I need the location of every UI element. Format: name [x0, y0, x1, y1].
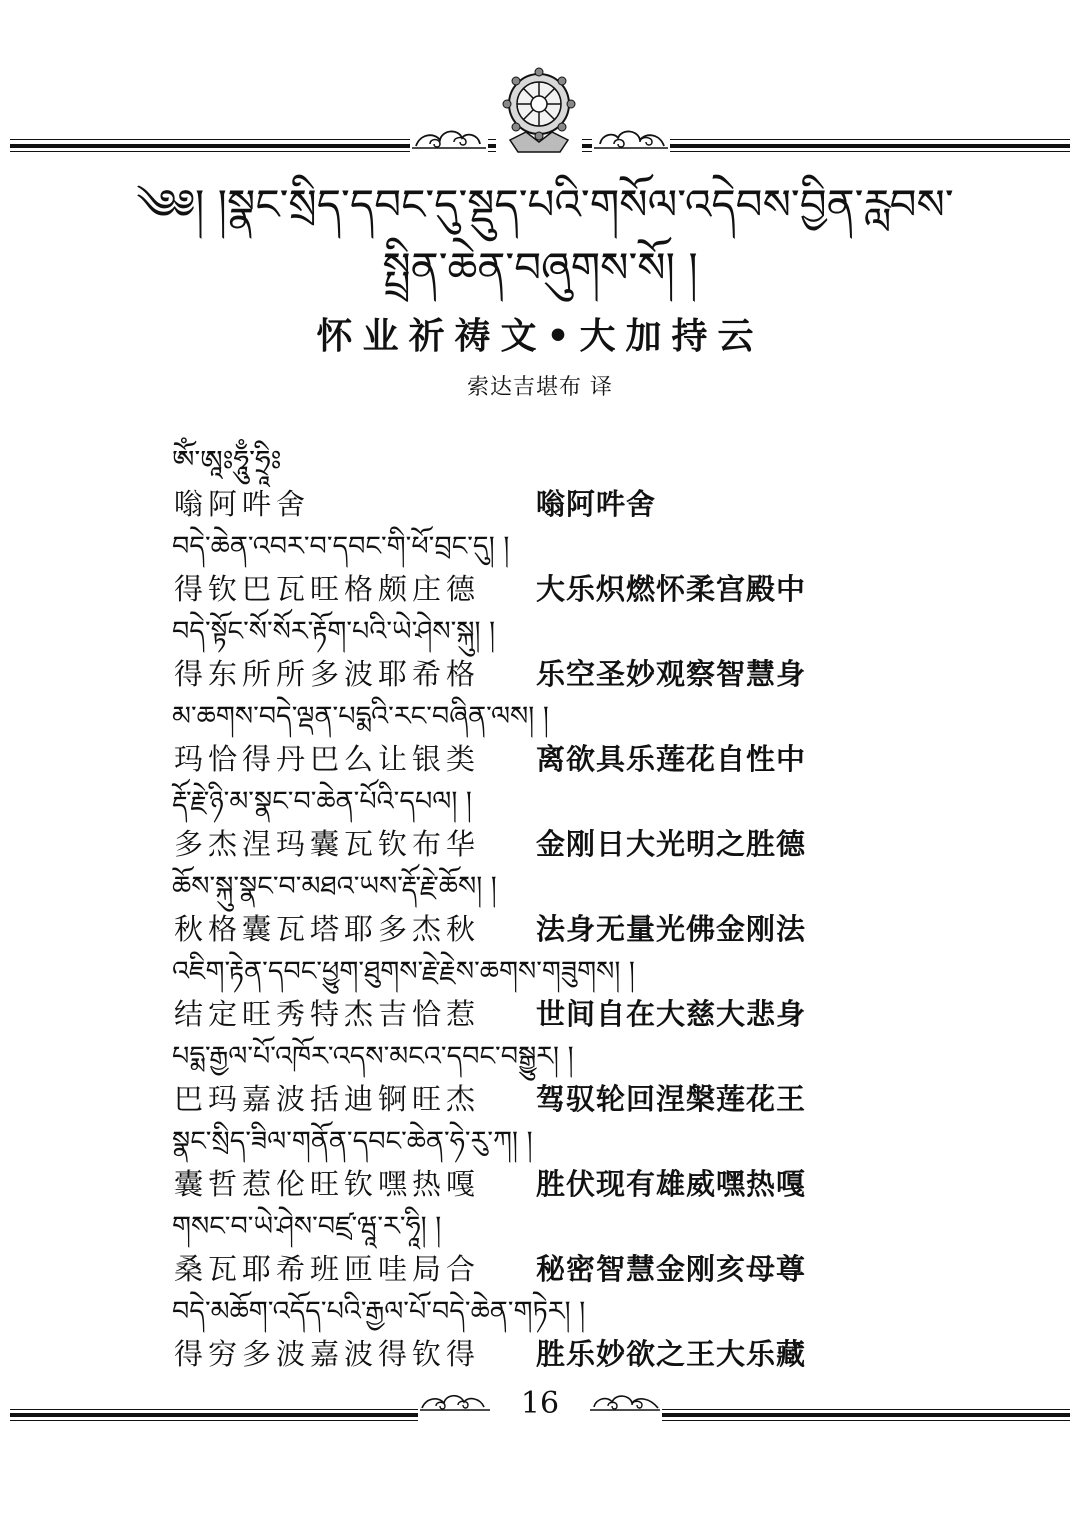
cloud-ornament-right-icon: [592, 124, 670, 154]
chinese-title: 怀业祈祷文•大加持云: [316, 316, 764, 357]
verse-tibetan: སྣང་སྲིད་ཟིལ་གནོན་དབང་ཆེན་ཧེ་རུ་ཀ། །: [172, 1126, 533, 1157]
dharma-wheel-icon: [496, 62, 582, 154]
verse-translation: 秘密智慧金刚亥母尊: [536, 1252, 807, 1286]
mantra-tibetan: ཨོཾ་ཨཱཿཧཱུྃ་ཧྲཱིཿ: [172, 444, 282, 477]
page-number: 16: [520, 1386, 560, 1421]
verse-block: [172, 438, 892, 1374]
verse-translation: 离欲具乐莲花自性中: [536, 742, 807, 776]
verse-translation: 驾驭轮回涅槃莲花王: [536, 1082, 807, 1116]
verse-phonetic: 得钦巴瓦旺格颇庄德: [174, 572, 481, 606]
verse-line: [172, 569, 892, 609]
cloud-ornament-left-icon: [418, 1390, 492, 1416]
verse-line: [172, 1079, 892, 1119]
verse-line: [172, 909, 892, 949]
verse-tibetan: བདེ་སྟོང་སོ་སོར་རྟོག་པའི་ཡེ་ཤེས་སྐུ། །: [172, 616, 496, 647]
verse-phonetic: 得穷多波嘉波得钦得: [174, 1337, 481, 1371]
verse-translation: 乐空圣妙观察智慧身: [536, 657, 807, 691]
verse-tibetan: གསང་བ་ཡེ་ཤེས་བཛྲ་ཝཱ་ར་ཧཱི། །: [172, 1211, 442, 1242]
verse-translation: 法身无量光佛金刚法: [536, 912, 807, 946]
verse-tibetan: བདེ་ཆེན་འབར་བ་དབང་གི་ཕོ་བྲང་དུ། །: [172, 531, 510, 562]
tibetan-title-line2: སྤྲིན་ཆེན་བཞུགས་སོ། །: [382, 243, 698, 292]
verse-tibetan: འཇིག་རྟེན་དབང་ཕྱུག་ཐུགས་རྗེ་རྗེས་ཆགས་གཟུགས། །: [172, 956, 635, 987]
verse-line: [172, 484, 892, 524]
verse-phonetic: 结定旺秀特杰吉恰惹: [174, 997, 481, 1031]
verse-phonetic: 巴玛嘉波括迪锕旺杰: [174, 1082, 481, 1116]
cloud-ornament-left-icon: [410, 124, 488, 154]
verse-tibetan: རྡོ་རྗེ་ཉི་མ་སྣང་བ་ཆེན་པོའི་དཔལ། །: [172, 786, 472, 817]
verse-translation: 胜乐妙欲之王大乐藏: [536, 1337, 807, 1371]
verse-line: [172, 994, 892, 1034]
verse-line: [172, 654, 892, 694]
verse-line: [172, 1249, 892, 1289]
verse-translation: 金刚日大光明之胜德: [536, 827, 807, 861]
verse-phonetic: 嗡阿吽舍: [174, 487, 311, 521]
verse-translation: 世间自在大慈大悲身: [536, 997, 807, 1031]
verse-phonetic: 多杰涅玛囊瓦钦布华: [174, 827, 481, 861]
verse-translation: 嗡阿吽舍: [536, 487, 657, 521]
verse-phonetic: 秋格囊瓦塔耶多杰秋: [174, 912, 481, 946]
verse-line: [172, 1334, 892, 1374]
verse-phonetic: 桑瓦耶希班匝哇局合: [174, 1252, 481, 1286]
verse-line: [172, 824, 892, 864]
verse-translation: 大乐炽燃怀柔宫殿中: [536, 572, 807, 606]
verse-tibetan: བདེ་མཆོག་འདོད་པའི་རྒྱལ་པོ་བདེ་ཆེན་གཏེར། །: [172, 1296, 586, 1327]
tibetan-title-line1: ༄༅། །སྣང་སྲིད་དབང་དུ་སྡུད་པའི་གསོལ་འདེབས་བྱིན་རླབས་: [136, 180, 954, 229]
verse-phonetic: 玛恰得丹巴么让银类: [174, 742, 481, 776]
cloud-ornament-right-icon: [588, 1390, 662, 1416]
verse-line: [172, 1164, 892, 1204]
verse-phonetic: 囊哲惹伦旺钦嘿热嘎: [174, 1167, 481, 1201]
verse-translation: 胜伏现有雄威嘿热嘎: [536, 1167, 807, 1201]
verse-tibetan: ཆོས་སྐུ་སྣང་བ་མཐའ་ཡས་རྡོ་རྗེ་ཆོས། །: [172, 871, 497, 902]
verse-line: [172, 739, 892, 779]
verse-phonetic: 得东所所多波耶希格: [174, 657, 481, 691]
translator-credit: 索达吉堪布 译: [467, 375, 613, 400]
verse-tibetan: མ་ཆགས་བདེ་ལྡན་པདྨའི་རང་བཞིན་ལས། །: [172, 701, 549, 732]
verse-tibetan: པདྨ་རྒྱལ་པོ་འཁོར་འདས་མངའ་དབང་བསྒྱུར། །: [172, 1041, 574, 1072]
